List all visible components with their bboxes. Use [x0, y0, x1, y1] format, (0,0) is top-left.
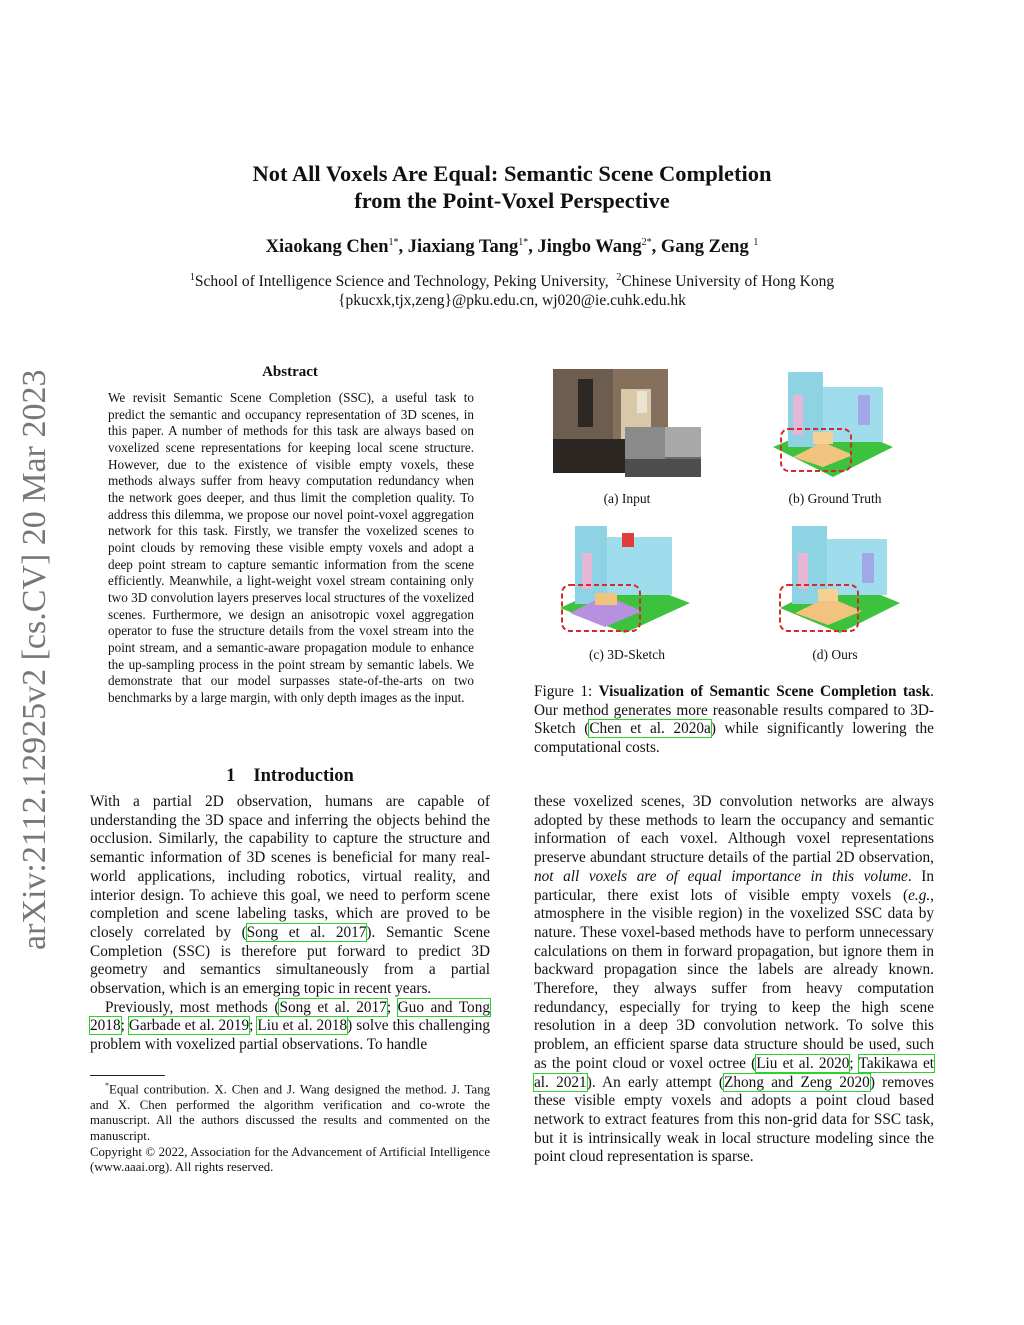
section-heading: [90, 766, 490, 787]
author-mark: 1*: [518, 237, 529, 248]
paragraph: [90, 999, 490, 1055]
citation-link[interactable]: Zhong and Zeng 2020: [724, 1073, 870, 1091]
section-number: 1: [226, 766, 236, 786]
footnote: [90, 1078, 490, 1176]
citation-link[interactable]: Chen et al. 2020a: [589, 720, 711, 738]
emphasis: not all voxels are of equal importance in this volume: [534, 867, 908, 885]
section-title: Introduction: [253, 766, 354, 786]
title-line-2: from the Point-Voxel Perspective: [354, 188, 670, 213]
author-name: Jingbo Wang: [537, 237, 642, 258]
ground-truth-render: [763, 367, 903, 479]
text-run: ;: [249, 1017, 258, 1035]
arxiv-stamp-text: arXiv:2112.12925v2 [cs.CV] 20 Mar 2023: [16, 369, 53, 950]
text-run: , atmosphere in the visible region) in the voxelized SSC data by nature. These voxel-based methods have to perform unnecessary calculations on them in forward propagation, but ignore them in backward propagation since the labels are already known. Therefore, they always suffer from heavy computation redundancy, especially for trying to keep the high scene resolution in a deep 3D convolution network. To solve this problem, an efficient sparse data structure should be used, such as the point cloud or voxel octree (: [534, 886, 934, 1072]
paragraph: [90, 793, 490, 999]
abstract-heading: Abstract: [262, 364, 318, 380]
input-depth-image: [625, 427, 701, 477]
author-name: Gang Zeng: [660, 237, 749, 258]
citation-link[interactable]: Liu et al. 2018: [257, 1017, 348, 1035]
citation-link[interactable]: Liu et al. 2020: [756, 1054, 850, 1072]
citation-link[interactable]: Guo and Tong 2018: [90, 998, 490, 1035]
left-column-body: [90, 793, 490, 1055]
text-run: . In particular, there exist lots of visible empty voxels (: [534, 867, 934, 904]
subcaption-a: (a) Input: [603, 491, 651, 506]
paper-title: [150, 160, 874, 214]
affil-mark: 2: [616, 272, 622, 283]
text-run: ) solve this challenging problem with voxelized partial observations. To handle: [90, 1017, 490, 1054]
author-name: Xiaokang Chen: [265, 237, 389, 258]
emphasis: e.g.: [908, 886, 931, 904]
author-mark: 1*: [388, 237, 399, 248]
citation-link[interactable]: Song et al. 2017: [246, 923, 367, 941]
affil-mark: 1: [189, 272, 195, 283]
footnote-mark: *: [105, 1081, 109, 1090]
affiliation-line: [100, 268, 924, 291]
footnote-text: Equal contribution. X. Chen and J. Wang designed the method. J. Tang and X. Chen performed the algorithm verification and co-wrote the manuscript. All the authors discussed the results and commented on the manuscript.: [90, 1082, 490, 1144]
figure-caption-title: Visualization of Semantic Scene Completion task: [598, 683, 931, 700]
abstract-text: We revisit Semantic Scene Completion (SSC), a useful task to predict the semantic and occupancy representation of 3D scenes, in this paper. A number of methods for this task are always based on voxelized scene representations for keeping local scene structure. However, due to the existence of visible empty voxels, these methods always suffer from heavy computation redundancy when the network goes deeper, and thus limit the completion quality. To address this dilemma, we propose our novel point-voxel aggregation network for this task. Firstly, we transfer the voxelized scenes to point clouds by removing these visible empty voxels and adopt a deep point stream to capture semantic information from the scene efficiently. Meanwhile, a light-weight voxel stream containing only two 3D convolution layers preserves local structures of the voxelized scenes. Furthermore, we design an anisotropic voxel aggregation operator to fuse the structure details from the voxel stream into the point stream, and a semantic-aware propagation module to enhance the up-sampling process in the point stream by semantic labels. We demonstrate that our model surpasses state-of-the-arts on two benchmarks by a large margin, with only depth images as the input.: [108, 390, 474, 705]
text-run: ;: [120, 1017, 129, 1035]
paragraph: [534, 793, 934, 1167]
citation-link[interactable]: Garbade et al. 2019: [128, 1017, 250, 1035]
arxiv-stamp: [10, 350, 54, 950]
ours-render: [770, 523, 910, 635]
figure-1: [545, 365, 935, 675]
author-mark: 2*: [641, 237, 652, 248]
citation-link[interactable]: Song et al. 2017: [279, 998, 387, 1016]
affiliation-1: School of Intelligence Science and Technology, Peking University,: [194, 273, 609, 291]
author-list: Xiaokang Chen$^{1*}$, Jiaxiang Tang$^{1*}$, Jingbo Wang$^{2*}$, Gang Zeng $^1$: [265, 237, 759, 258]
text-run: ). Semantic Scene Completion (SSC) is therefore put forward to predict 3D geometry and semantics simultaneously from a partial observation, which is an emerging topic in recent years.: [90, 923, 490, 998]
right-column-body: [534, 793, 934, 1167]
email-line: {pkucxk,tjx,zeng}@pku.edu.cn, wj020@ie.cuhk.edu.hk: [338, 292, 686, 310]
copyright-text: Copyright © 2022, Association for the Advancement of Artificial Intelligence (www.aaai.org). All rights reserved.: [90, 1144, 490, 1175]
author-name: Jiaxiang Tang: [407, 237, 519, 258]
subcaption-c: (c) 3D-Sketch: [588, 647, 666, 662]
sketch3d-render: [550, 523, 700, 635]
footnote-rule: [90, 1075, 165, 1076]
text-run: these voxelized scenes, 3D convolution networks are always adopted by these methods to learn the occupancy and semantic information of each voxel. Although voxel representations preserve abundant structure details of the partial 2D observation,: [534, 793, 934, 867]
text-run: ) removes these visible empty voxels and adopts a point cloud based network to extract features from this non-grid data for SSC task, but it is intrinsically weak in local structure modeling since the point cloud representation is sparse.: [534, 1073, 934, 1166]
title-line-1: Not All Voxels Are Equal: Semantic Scene Completion: [252, 161, 772, 186]
affiliation-2: Chinese University of Hong Kong: [621, 273, 835, 291]
caption-text: . Our method generates more reasonable results compared to 3D-Sketch (: [534, 683, 934, 738]
author-mark: 1: [753, 237, 759, 248]
subcaption-d: (d) Ours: [812, 647, 858, 662]
text-run: ;: [386, 998, 398, 1016]
figure-label: Figure 1:: [534, 683, 599, 700]
caption-text: ) while significantly lowering the computational costs.: [534, 720, 934, 757]
text-run: ;: [849, 1054, 859, 1072]
figure-caption: [534, 683, 934, 758]
citation-link[interactable]: Takikawa et al. 2021: [534, 1054, 935, 1091]
affiliations: [100, 268, 924, 310]
text-run: With a partial 2D observation, humans are capable of understanding the 3D space and inferring the objects behind the occlusion. Similarly, the capability to capture the structure and semantic information of 3D scenes is beneficial for many real-world applications, including robotics, virtual reality, and interior design. To achieve this goal, we need to perform scene completion and scene labeling tasks, which are proved to be closely correlated by (: [90, 793, 490, 941]
text-run: ). An early attempt (: [586, 1073, 725, 1091]
subcaption-b: (b) Ground Truth: [788, 491, 882, 506]
text-run: Previously, most methods (: [105, 998, 280, 1016]
